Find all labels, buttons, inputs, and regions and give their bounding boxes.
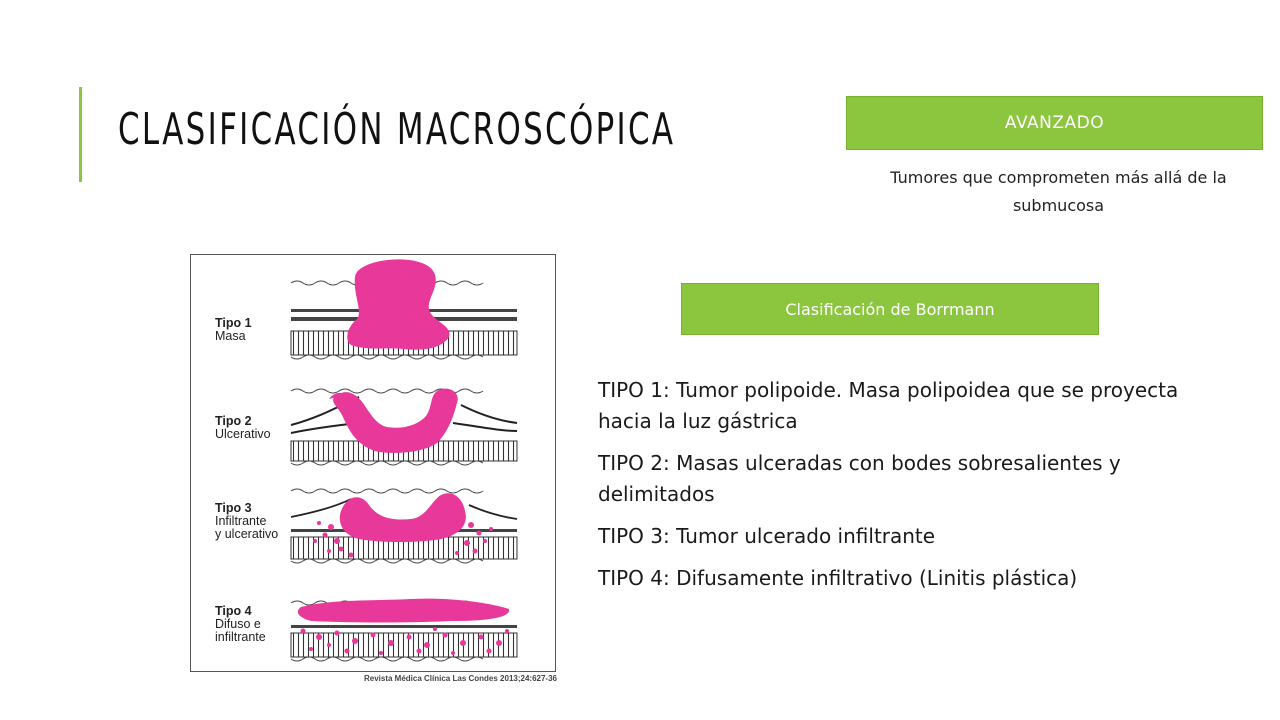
panel-1-name: Tipo 1 xyxy=(215,316,252,330)
type-2-text: TIPO 2: Masas ulceradas con bodes sobresalientes y delimitados xyxy=(598,451,1121,506)
panel-4-desc-1: Difuso e xyxy=(215,617,261,631)
panel-1-desc: Masa xyxy=(215,329,246,343)
panel-4-label xyxy=(215,605,266,644)
panel-4-diagram xyxy=(291,599,517,661)
slide-title: CLASIFICACIÓN MACROSCÓPICA xyxy=(118,104,676,155)
panel-1-diagram xyxy=(291,259,517,359)
type-3-text: TIPO 3: Tumor ulcerado infiltrante xyxy=(598,524,936,548)
panel-2-label xyxy=(215,415,271,441)
avanzado-label: AVANZADO xyxy=(1004,113,1105,133)
panel-3-diagram xyxy=(291,489,517,563)
panel-3-name: Tipo 3 xyxy=(215,501,252,515)
panel-2-diagram xyxy=(291,389,517,465)
borrmann-box xyxy=(681,283,1099,335)
borrmann-label: Clasificación de Borrmann xyxy=(785,299,995,319)
panel-3-desc-1: Infiltrante xyxy=(215,514,267,528)
type-1-text: TIPO 1: Tumor polipoide. Masa polipoidea que se proyecta hacia la luz gástrica xyxy=(598,378,1179,433)
title-accent-bar xyxy=(79,87,82,182)
panel-4-name: Tipo 4 xyxy=(215,604,252,618)
panel-1-label xyxy=(215,317,252,343)
borrmann-figure xyxy=(190,254,556,672)
panel-4-desc-2: infiltrante xyxy=(215,630,266,644)
figure-citation: Revista Médica Clínica Las Condes 2013;24:627-36 xyxy=(364,674,557,683)
type-4-text: TIPO 4: Difusamente infiltrativo (Linitis plástica) xyxy=(598,566,1078,590)
panel-3-label xyxy=(215,502,278,541)
panel-2-desc: Ulcerativo xyxy=(215,427,271,441)
avanzado-box xyxy=(846,96,1263,150)
borrmann-types-list xyxy=(598,375,1218,605)
panel-3-desc-2: y ulcerativo xyxy=(215,527,279,541)
avanzado-description: Tumores que comprometen más allá de la submucosa xyxy=(890,168,1227,215)
panel-2-name: Tipo 2 xyxy=(215,414,252,428)
